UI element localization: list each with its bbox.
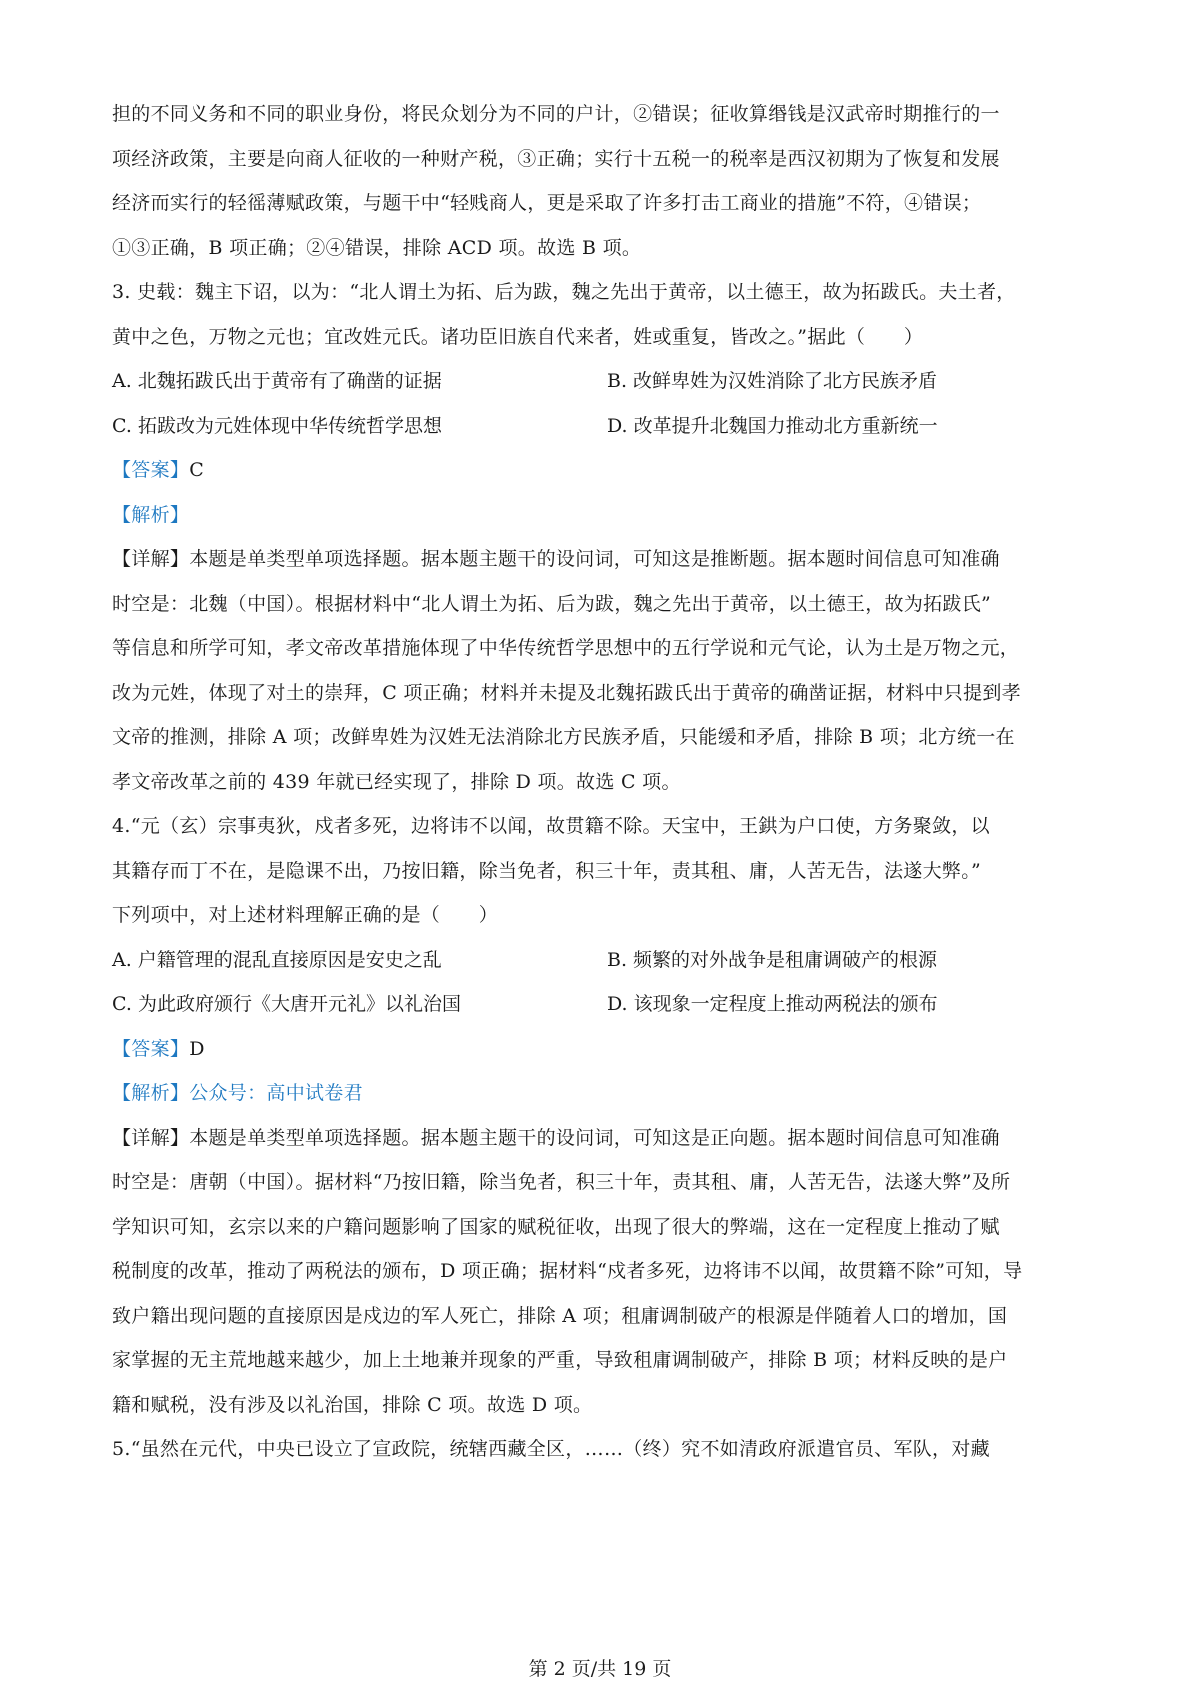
- question-4-detail-line: 致户籍出现问题的直接原因是戍边的军人死亡，排除 A 项；租庸调制破产的根源是伴随着人口的增加，国: [112, 1304, 1008, 1327]
- question-4-detail-line: 家掌握的无主荒地越来越少，加上土地兼并现象的严重，导致租庸调制破产，排除 B 项；材料反映的是户: [112, 1349, 1008, 1371]
- analysis-tag: 【解析】: [112, 503, 190, 526]
- question-4-detail-line: 学知识可知，玄宗以来的户籍问题影响了国家的赋税征收，出现了很大的弊端，这在一定程度上推动了赋: [112, 1215, 1000, 1238]
- question-4-answer: [112, 1027, 1102, 1072]
- detail-tag: 【详解】: [112, 548, 190, 570]
- question-4-detail-line: 籍和赋税，没有涉及以礼治国，排除 C 项。故选 D 项。: [112, 1393, 593, 1416]
- option-b: B. 改鲜卑姓为汉姓消除了北方民族矛盾: [607, 370, 938, 392]
- answer-tag: 【答案】: [112, 1037, 190, 1060]
- question-3-answer: [112, 448, 1102, 493]
- question-3-detail-line: 文帝的推测，排除 A 项；改鲜卑姓为汉姓无法消除北方民族矛盾，只能缓和矛盾，排除 B 项；北方统一在: [112, 726, 1015, 748]
- watermark-text: 公众号：高中试卷君: [189, 1082, 363, 1104]
- question-4-stem: 其籍存而丁不在，是隐课不出，乃按旧籍，除当免者，积三十年，责其租、庸，人苦无告，法遂大弊。”: [112, 859, 982, 882]
- question-4-detail-line: 时空是：唐朝（中国）。据材料“乃按旧籍，除当免者，积三十年，责其租、庸，人苦无告，法遂大弊”及所: [112, 1171, 1011, 1193]
- option-a: A. 北魏拓跋氏出于黄帝有了确凿的证据: [112, 370, 442, 392]
- answer-value: D: [189, 1037, 205, 1060]
- question-3-options-row-2: [112, 404, 1102, 449]
- text-line: 担的不同义务和不同的职业身份，将民众划分为不同的户计，②错误；征收算缗钱是汉武帝时期推行的一: [112, 103, 1000, 125]
- question-3-detail-line: 等信息和所学可知，孝文帝改革措施体现了中华传统哲学思想中的五行学说和元气论，认为土是万物之元，: [112, 637, 1020, 659]
- option-c: C. 为此政府颁行《大唐开元礼》以礼治国: [112, 993, 461, 1015]
- question-3-options-row-1: [112, 359, 1102, 404]
- detail-tag: 【详解】: [112, 1126, 190, 1149]
- detail-text: 本题是单类型单项选择题。据本题主题干的设问词，可知这是推断题。据本题时间信息可知准确: [189, 548, 1000, 570]
- question-4-stem: 4.“元（玄）宗事夷狄，戍者多死，边将讳不以闻，故贯籍不除。天宝中，王鉷为户口使，方务聚敛，以: [112, 815, 990, 837]
- option-d: D. 该现象一定程度上推动两税法的颁布: [607, 993, 938, 1015]
- text-line: 经济而实行的轻徭薄赋政策，与题干中“轻贱商人，更是采取了许多打击工商业的措施”不符，④错误；: [112, 192, 982, 214]
- option-a: A. 户籍管理的混乱直接原因是安史之乱: [112, 948, 442, 971]
- option-c: C. 拓跋改为元姓体现中华传统哲学思想: [112, 414, 442, 437]
- question-3-detail-line: 时空是：北魏（中国）。根据材料中“北人谓土为拓、后为跋，魏之先出于黄帝，以土德王，故为拓跋氏”: [112, 592, 992, 615]
- question-4-stem: 下列项中，对上述材料理解正确的是（ ）: [112, 904, 499, 926]
- answer-tag: 【答案】: [112, 459, 190, 481]
- question-3-detail-line: 孝文帝改革之前的 439 年就已经实现了，排除 D 项。故选 C 项。: [112, 770, 681, 793]
- question-4-detail-line: 税制度的改革，推动了两税法的颁布，D 项正确；据材料“戍者多死，边将讳不以闻，故贯籍不除”可知，导: [112, 1260, 1023, 1282]
- question-3-detail-line: [112, 537, 1102, 582]
- answer-value: C: [189, 459, 205, 481]
- question-3-detail-line: 改为元姓，体现了对土的崇拜，C 项正确；材料并未提及北魏拓跋氏出于黄帝的确凿证据，材料中只提到孝: [112, 681, 1021, 704]
- page-number: 第 2 页/共 19 页: [528, 1658, 672, 1680]
- question-5-stem: 5.“虽然在元代，中央已设立了宣政院，统辖西藏全区，……（终）究不如清政府派遣官员、军队，对藏: [112, 1438, 990, 1460]
- question-4-detail-line: [112, 1116, 1102, 1161]
- question-4-analysis: [112, 1071, 1102, 1116]
- question-4-options-row-2: [112, 982, 1102, 1027]
- question-3-stem: 3. 史载：魏主下诏，以为：“北人谓土为拓、后为跋，魏之先出于黄帝，以土德王，故为拓跋氏。夫土者，: [112, 281, 1016, 303]
- option-b: B. 频繁的对外战争是租庸调破产的根源: [607, 948, 938, 971]
- text-line: ①③正确，B 项正确；②④错误，排除 ACD 项。故选 B 项。: [112, 236, 642, 259]
- question-3-stem: 黄中之色，万物之元也；宜改姓元氏。诸功臣旧族自代来者，姓或重复，皆改之。”据此（ ）: [112, 325, 924, 348]
- analysis-tag: 【解析】: [112, 1082, 190, 1104]
- page-content: [112, 92, 1102, 1472]
- question-4-options-row-1: [112, 938, 1102, 983]
- option-d: D. 改革提升北魏国力推动北方重新统一: [607, 414, 938, 437]
- text-line: 项经济政策，主要是向商人征收的一种财产税，③正确；实行十五税一的税率是西汉初期为了恢复和发展: [112, 147, 1000, 170]
- detail-text: 本题是单类型单项选择题。据本题主题干的设问词，可知这是正向题。据本题时间信息可知准确: [189, 1126, 1000, 1149]
- question-3-analysis: [112, 493, 1102, 538]
